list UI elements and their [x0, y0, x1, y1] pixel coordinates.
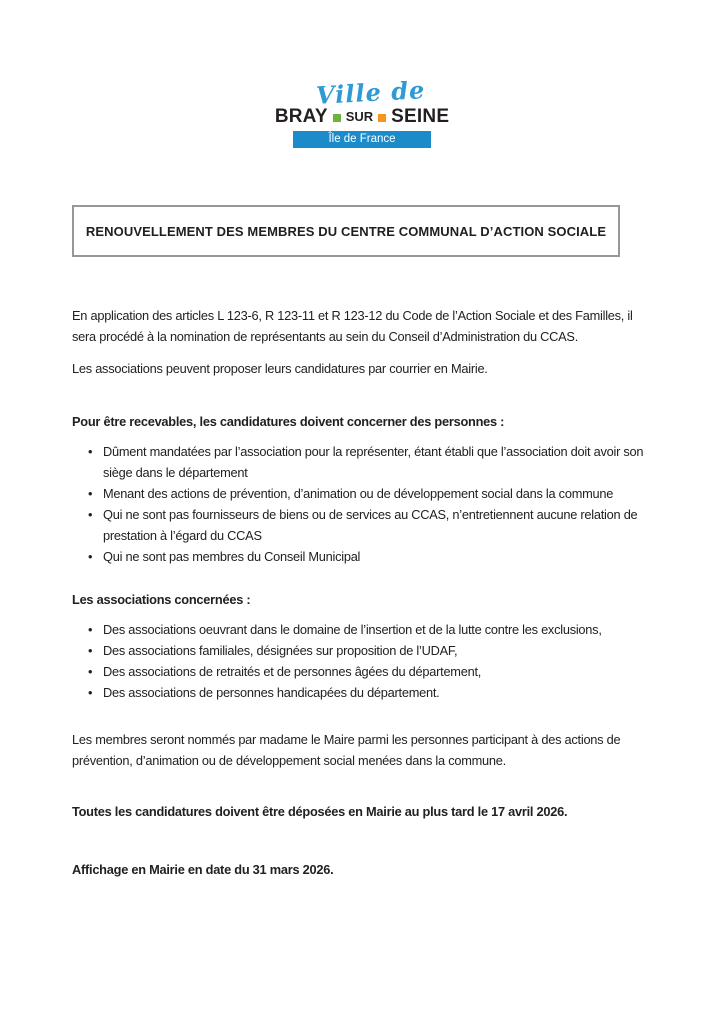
logo-city-name [275, 106, 449, 128]
paragraph-legal-basis: En application des articles L 123-6, R 123-11 et R 123-12 du Code de l’Action Sociale et des Familles, il sera procédé à la nomination de représentants au sein du Conseil d’Administration du CCAS. [72, 308, 633, 344]
heading-associations: Les associations concernées : [72, 592, 251, 607]
logo-script-text: Ville de [315, 75, 427, 110]
city-logo [0, 75, 724, 148]
list-item: • Des associations de retraités et de personnes âgées du département, [72, 661, 652, 682]
paragraph-candidatures: Les associations peuvent proposer leurs candidatures par courrier en Mairie. [72, 361, 488, 376]
green-square-icon [333, 114, 341, 122]
list-item: • Des associations familiales, désignées sur proposition de l’UDAF, [72, 640, 652, 661]
list-item: • Des associations de personnes handicapées du département. [72, 682, 652, 703]
city-logo-inner [274, 75, 450, 148]
list-item: • Qui ne sont pas membres du Conseil Municipal [72, 546, 652, 567]
list-item: • Qui ne sont pas fournisseurs de biens ou de services au CCAS, n’entretiennent aucune relation de prestation à l’égard du CCAS [72, 504, 652, 546]
deadline-note: Toutes les candidatures doivent être déposées en Mairie au plus tard le 17 avril 2026. [72, 804, 568, 819]
list-item: • Des associations oeuvrant dans le domaine de l’insertion et de la lutte contre les exclusions, [72, 619, 652, 640]
associations-list [72, 619, 652, 703]
orange-square-icon [378, 114, 386, 122]
heading-eligibility: Pour être recevables, les candidatures doivent concerner des personnes : [72, 414, 505, 429]
logo-city-bray: BRAY [274, 106, 328, 127]
document-title-box [72, 205, 620, 257]
logo-city-seine: SEINE [391, 106, 450, 127]
list-item: • Menant des actions de prévention, d’animation ou de développement social dans la commune [72, 483, 652, 504]
posting-date-note: Affichage en Mairie en date du 31 mars 2026. [72, 862, 334, 877]
list-item: • Dûment mandatées par l’association pour la représenter, étant établi que l’association doit avoir son siège dans le département [72, 441, 652, 483]
paragraph-nomination: Les membres seront nommés par madame le Maire parmi les personnes participant à des actions de prévention, d’animation ou de développement social menées dans la commune. [72, 732, 621, 768]
eligibility-criteria-list [72, 441, 652, 567]
logo-region-banner: Île de France [293, 131, 431, 148]
logo-city-sur: SUR [345, 109, 374, 124]
document-title: RENOUVELLEMENT DES MEMBRES DU CENTRE COMMUNAL D’ACTION SOCIALE [85, 223, 607, 239]
